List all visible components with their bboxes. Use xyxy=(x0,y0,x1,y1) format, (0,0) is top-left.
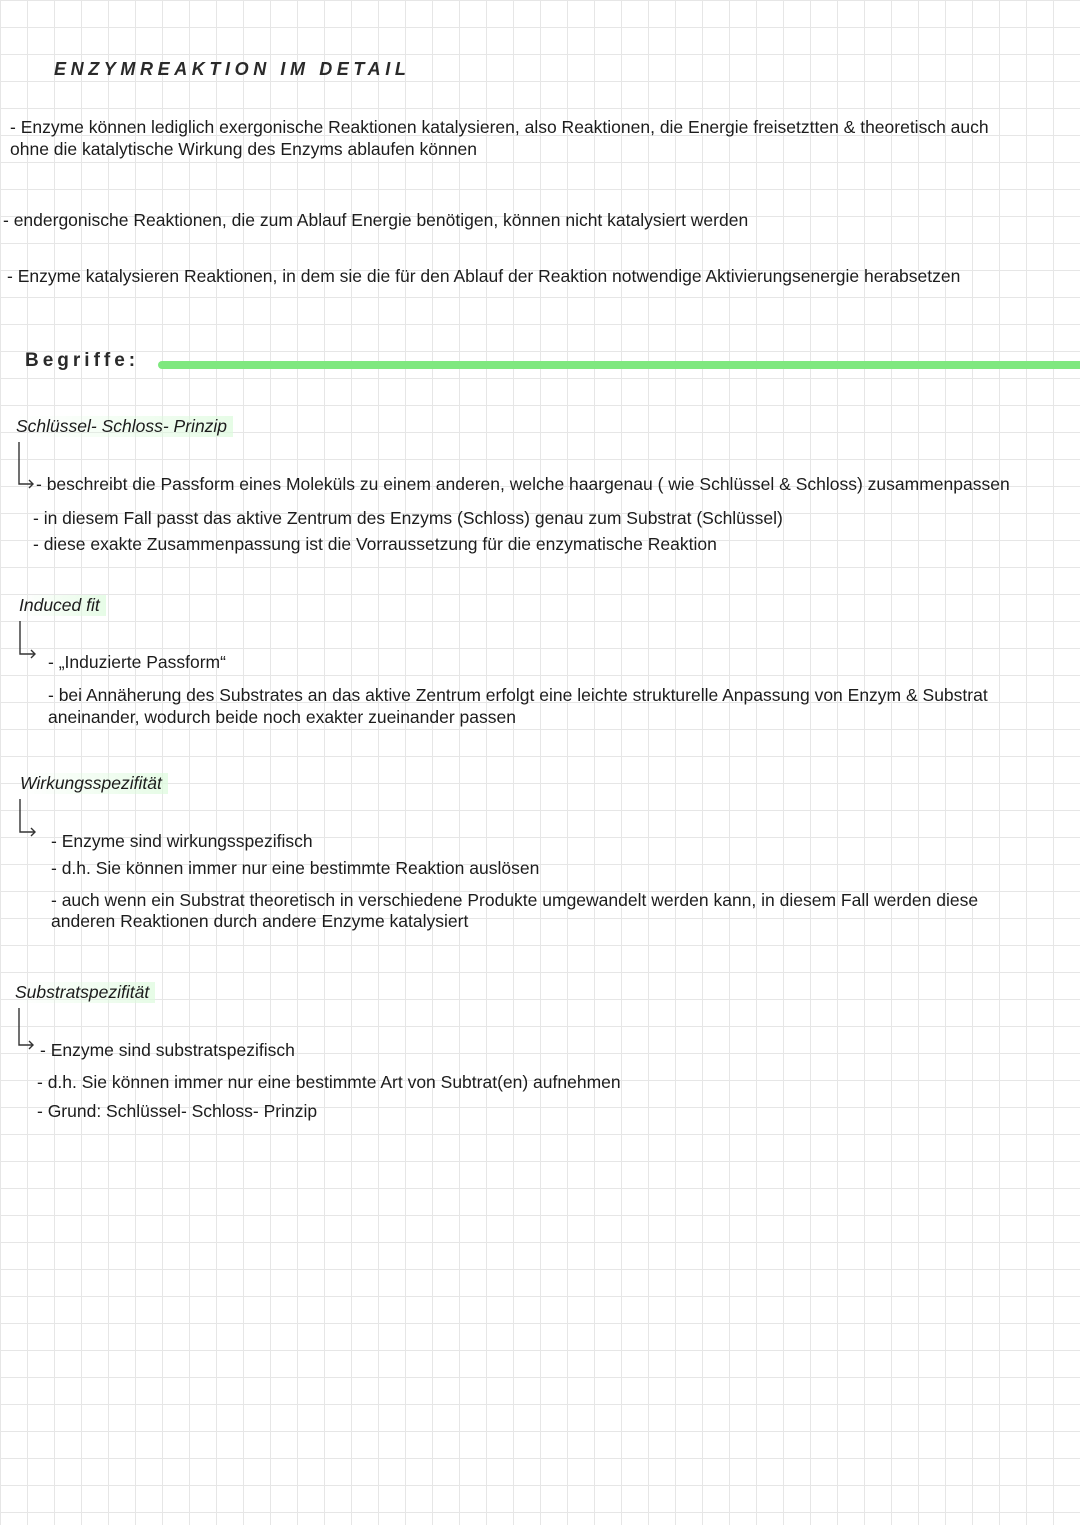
page-title: ENZYMREAKTION IM DETAIL xyxy=(54,59,411,79)
term-4-line-2: - d.h. Sie können immer nur eine bestimmte Art von Subtrat(en) aufnehmen xyxy=(37,1072,621,1092)
term-4-line-1: - Enzyme sind substratspezifisch xyxy=(40,1040,295,1060)
arrow-icon xyxy=(14,440,38,490)
term-heading-schluessel-schloss: Schlüssel- Schloss- Prinzip xyxy=(16,416,233,437)
intro-paragraph-3: - Enzyme katalysieren Reaktionen, in dem sie die für den Ablauf der Reaktion notwendige Aktivierungsenergie herabsetzen xyxy=(7,266,961,286)
arrow-icon xyxy=(16,619,40,664)
term-heading-wirkungsspezifitaet: Wirkungsspezifität xyxy=(20,773,168,794)
arrow-icon xyxy=(16,797,40,842)
term-3-line-1: - Enzyme sind wirkungsspezifisch xyxy=(51,831,313,851)
term-3-line-3: - auch wenn ein Substrat theoretisch in verschiedene Produkte umgewandelt werden kann, in diesem Fall werden diese xyxy=(51,890,979,910)
term-1-line-3: - diese exakte Zusammenpassung ist die Vorraussetzung für die enzymatische Reaktion xyxy=(33,534,717,554)
term-3-line-2: - d.h. Sie können immer nur eine bestimmte Reaktion auslösen xyxy=(51,858,540,878)
arrow-icon xyxy=(14,1006,38,1051)
intro-paragraph-1-line-2: ohne die katalytische Wirkung des Enzyms ablaufen können xyxy=(10,139,477,159)
term-2-line-1: - „Induzierte Passform“ xyxy=(48,652,226,672)
term-2-line-3: aneinander, wodurch beide noch exakter zueinander passen xyxy=(48,707,516,727)
term-2-line-2: - bei Annäherung des Substrates an das aktive Zentrum erfolgt eine leichte strukturelle Anpassung von Enzym & Substrat xyxy=(48,685,988,705)
intro-paragraph-2: - endergonische Reaktionen, die zum Ablauf Energie benötigen, können nicht katalysiert werden xyxy=(3,210,749,230)
term-4-line-3: - Grund: Schlüssel- Schloss- Prinzip xyxy=(37,1101,318,1121)
term-1-line-2: - in diesem Fall passt das aktive Zentrum des Enzyms (Schloss) genau zum Substrat (Schlüssel) xyxy=(33,508,783,528)
begriffe-heading: Begriffe: xyxy=(25,350,140,371)
term-heading-induced-fit: Induced fit xyxy=(19,595,106,616)
term-3-line-4: anderen Reaktionen durch andere Enzyme katalysiert xyxy=(51,911,469,931)
term-heading-substratspezifitaet: Substratspezifität xyxy=(15,982,155,1003)
term-1-line-1: - beschreibt die Passform eines Moleküls zu einem anderen, welche haargenau ( wie Schlüssel & Schloss) zusammenpassen xyxy=(36,474,1010,494)
intro-paragraph-1-line-1: - Enzyme können lediglich exergonische Reaktionen katalysieren, also Reaktionen, die Energie freisetztten & theoretisch auch xyxy=(10,117,989,137)
highlight-bar xyxy=(158,361,1080,369)
